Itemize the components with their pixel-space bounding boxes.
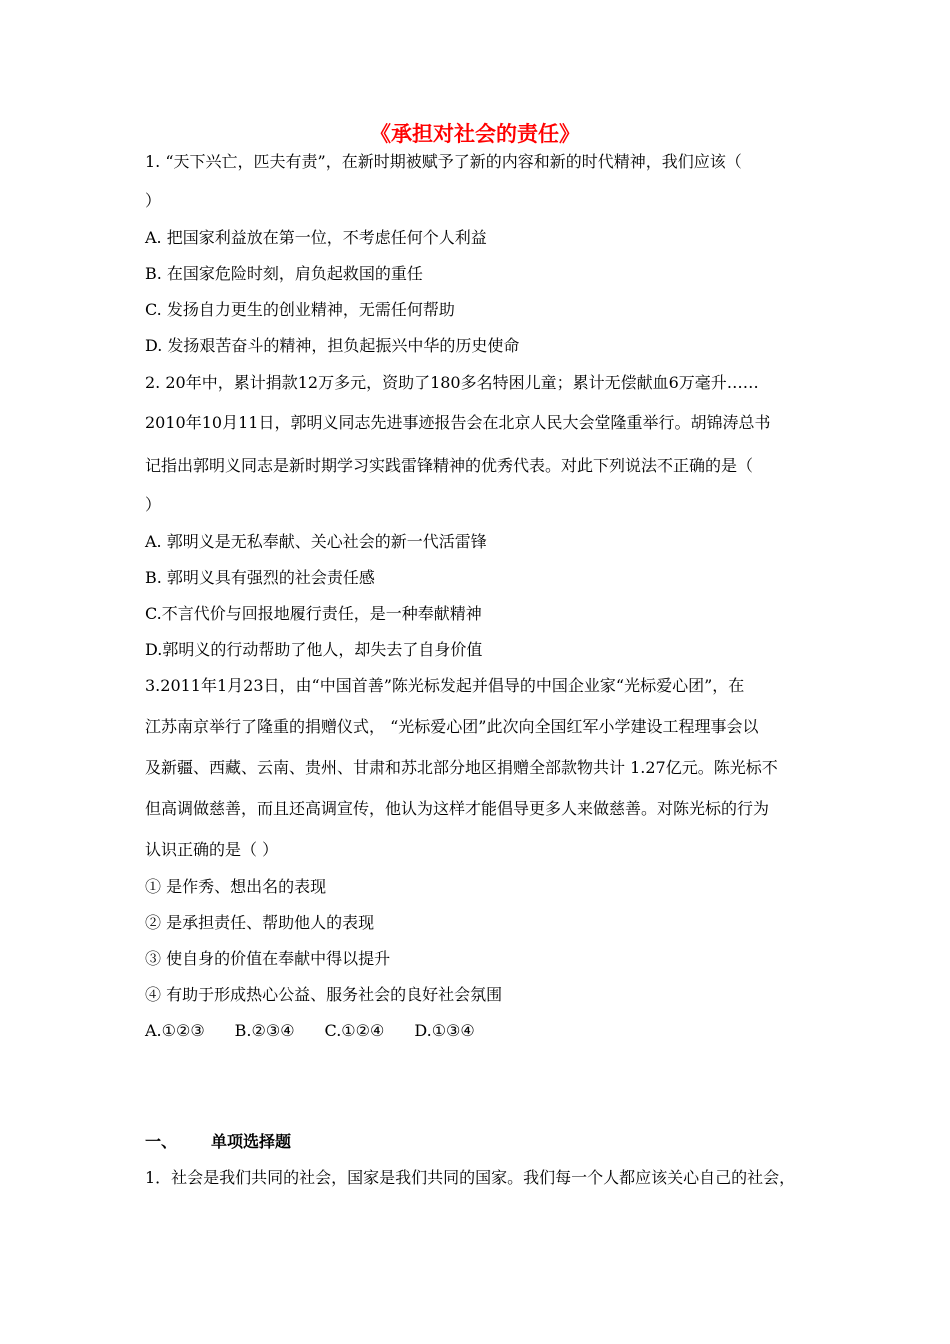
question-1-option-a: A. 把国家利益放在第一位，不考虑任何个人利益 <box>145 228 487 247</box>
question-3-statement-1: ① 是作秀、想出名的表现 <box>145 877 327 896</box>
question-3-stem-line-4: 但高调做慈善，而且还高调宣传，他认为这样才能倡导更多人来做慈善。对陈光标的行为 <box>145 799 770 818</box>
question-2-stem-line-1: 2. 20年中，累计捐款12万多元，资助了180多名特困儿童；累计无偿献血6万毫升…… <box>145 373 759 392</box>
section-heading <box>145 1130 291 1154</box>
question-2-option-d: D.郭明义的行动帮助了他人，却失去了自身价值 <box>145 640 483 659</box>
question-3-stem-line-5: 认识正确的是（ ） <box>145 840 279 859</box>
question-3-choices <box>145 1019 505 1043</box>
question-2-option-c: C.不言代价与回报地履行责任，是一种奉献精神 <box>145 604 482 623</box>
question-3-stem-line-1: 3.2011年1月23日，由“中国首善”陈光标发起并倡导的中国企业家“光标爱心团”，在 <box>145 676 745 695</box>
question-2-option-b: B. 郭明义具有强烈的社会责任感 <box>145 568 375 587</box>
question-3-choice-c: C.①②④ <box>324 1021 385 1040</box>
question-1-stem-line-2: ） <box>145 191 162 210</box>
question-3-choice-b: B.②③④ <box>234 1021 295 1040</box>
question-3-stem-line-2: 江苏南京举行了隆重的捐赠仪式， “光标爱心团”此次向全国红军小学建设工程理事会以 <box>145 717 759 736</box>
question-1-option-b: B. 在国家危险时刻，肩负起救国的重任 <box>145 264 423 283</box>
question-3-choice-a: A.①②③ <box>145 1021 205 1040</box>
question-2-stem-line-2: 2010年10月11日，郭明义同志先进事迹报告会在北京人民大会堂隆重举行。胡锦涛总书 <box>145 413 771 432</box>
question-3-choice-d: D.①③④ <box>414 1021 475 1040</box>
question-3-statement-4: ④ 有助于形成热心公益、服务社会的良好社会氛围 <box>145 985 503 1004</box>
question-1-option-d: D. 发扬艰苦奋斗的精神，担负起振兴中华的历史使命 <box>145 336 520 355</box>
question-1-option-c: C. 发扬自力更生的创业精神，无需任何帮助 <box>145 300 455 319</box>
section-question-1-line-1: 1．社会是我们共同的社会，国家是我们共同的国家。我们每一个人都应该关心自己的社会， <box>145 1168 796 1187</box>
section-number: 一、 <box>145 1132 178 1151</box>
question-1-stem-line-1: 1. “天下兴亡，匹夫有责”，在新时期被赋予了新的内容和新的时代精神，我们应该（ <box>145 152 742 171</box>
question-2-stem-line-4: ） <box>145 495 162 514</box>
question-3-statement-3: ③ 使自身的价值在奉献中得以提升 <box>145 949 391 968</box>
question-2-stem-line-3: 记指出郭明义同志是新时期学习实践雷锋精神的优秀代表。对此下列说法不正确的是（ <box>145 456 754 475</box>
section-title: 单项选择题 <box>211 1132 292 1151</box>
question-2-option-a: A. 郭明义是无私奉献、关心社会的新一代活雷锋 <box>145 532 487 551</box>
question-3-stem-line-3: 及新疆、西藏、云南、贵州、甘肃和苏北部分地区捐赠全部款物共计 1.27亿元。陈光标不 <box>145 758 778 777</box>
question-3-statement-2: ② 是承担责任、帮助他人的表现 <box>145 913 375 932</box>
document-title: 《承担对社会的责任》 <box>370 121 580 146</box>
